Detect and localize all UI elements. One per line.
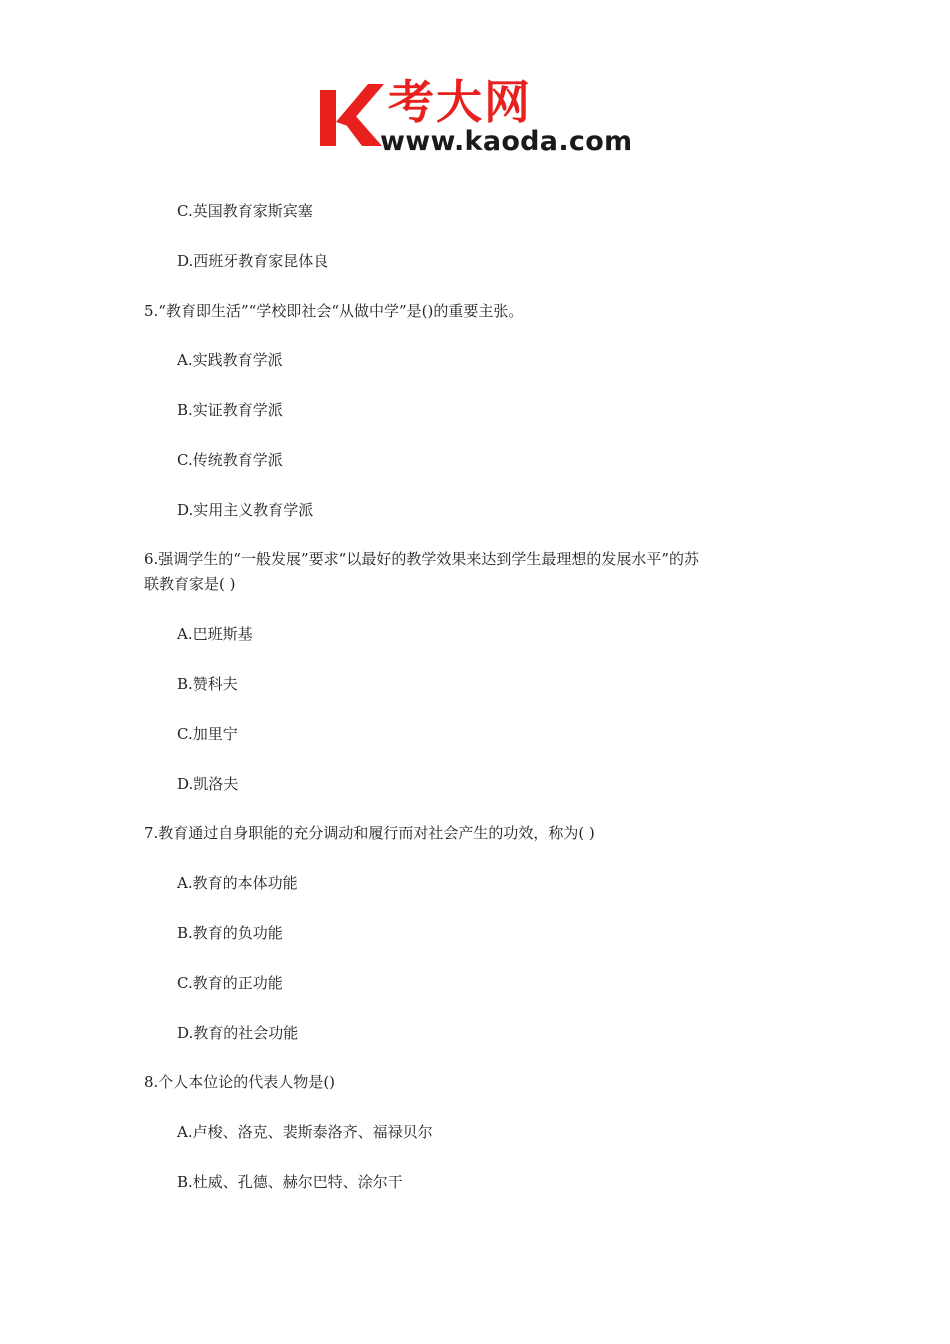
- document-line: C.加里宁: [177, 725, 238, 743]
- document-line: A.教育的本体功能: [177, 874, 298, 892]
- document-line: A.巴班斯基: [177, 625, 253, 643]
- document-line: B.赞科夫: [177, 675, 238, 693]
- document-line: A.卢梭、洛克、裴斯泰洛齐、福禄贝尔: [177, 1123, 433, 1141]
- document-line: C.教育的正功能: [177, 974, 283, 992]
- document-line: 8.个人本位论的代表人物是(): [144, 1073, 336, 1091]
- document-line: A.实践教育学派: [177, 351, 283, 369]
- document-line: B.教育的负功能: [177, 924, 283, 942]
- logo-title: 考大网: [388, 75, 532, 129]
- document-line: D.实用主义教育学派: [177, 501, 314, 519]
- logo-k-mark-icon: [318, 82, 384, 148]
- document-line: C.英国教育家斯宾塞: [177, 202, 313, 220]
- logo-url: www.kaoda.com: [380, 126, 633, 157]
- document-line: 6.强调学生的“一般发展”要求“以最好的教学效果来达到学生最理想的发展水平”的苏: [144, 550, 699, 568]
- document-line: D.凯洛夫: [177, 775, 239, 793]
- document-line: D.教育的社会功能: [177, 1024, 299, 1042]
- document-line: D.西班牙教育家昆体良: [177, 252, 329, 270]
- document-line: 7.教育通过自身职能的充分调动和履行而对社会产生的功效，称为( ): [144, 824, 595, 842]
- document-line: 5.“教育即生活”“学校即社会“从做中学”是()的重要主张。: [144, 302, 524, 320]
- document-line: C.传统教育学派: [177, 451, 283, 469]
- document-line: B.杜威、孔德、赫尔巴特、涂尔干: [177, 1173, 403, 1191]
- document-line: B.实证教育学派: [177, 401, 283, 419]
- document-line: 联教育家是( ): [144, 575, 236, 593]
- site-logo[interactable]: [318, 75, 640, 160]
